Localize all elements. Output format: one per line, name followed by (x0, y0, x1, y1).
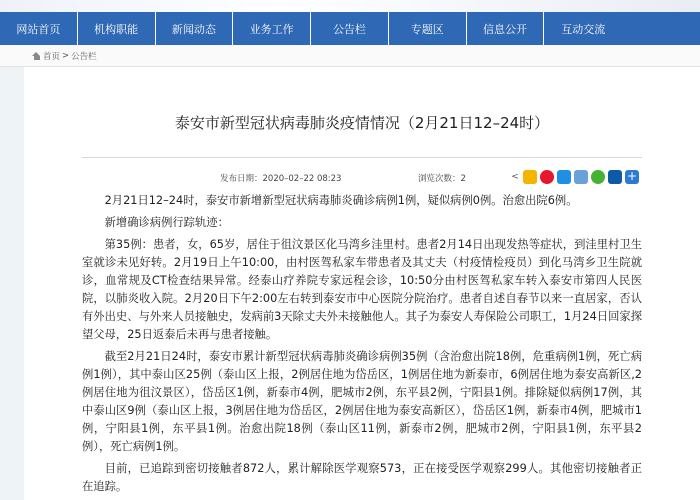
article-panel (62, 88, 662, 500)
wechat-icon[interactable] (591, 170, 605, 184)
main-nav (0, 12, 700, 45)
renren-icon[interactable] (608, 170, 622, 184)
nav-item-functions[interactable]: 机构职能 (78, 12, 156, 45)
paragraph-cumulative: 截至2月21日24时，泰安市累计新型冠状病毒肺炎确诊病例35例（含治愈出院18例，危重病例1例，死亡病例1例），其中泰山区25例（泰山区上报，2例居住地为岱岳区，1例居住地为新泰市，6例居住地为泰安高新区,2例居住地为徂汶景区），岱岳区1例，新泰市4例，肥城市2例，东平县2例，宁阳县1例。排除疑似病例17例，其中泰山区9例（泰山区上报，3例居住地为岱岳区，2例居住地为泰安高新区），岱岳区1例，新泰市4例，肥城市1例，宁阳县1例，东平县1例。治愈出院18例（泰山区11例，新泰市2例，肥城市2例，宁阳县1例，东平县2例），死亡病例1例。 (82, 350, 642, 453)
title-divider (82, 157, 642, 158)
article-meta (62, 168, 662, 188)
nav-item-disclosure[interactable]: 信息公开 (467, 12, 545, 45)
article-title: 泰安市新型冠状病毒肺炎疫情情况（2月21日12–24时） (174, 114, 550, 132)
view-count: 浏览次数：2 (418, 174, 466, 184)
breadcrumb-home-link[interactable]: 首页 (43, 51, 61, 62)
share-lead-icon: < (511, 172, 519, 182)
nav-item-notices[interactable]: 公告栏 (311, 12, 389, 45)
nav-item-news[interactable]: 新闻动态 (156, 12, 234, 45)
nav-item-interaction[interactable]: 互动交流 (561, 22, 606, 36)
nav-item-topics[interactable]: 专题区 (389, 12, 467, 45)
qzone-icon[interactable] (523, 170, 537, 184)
qq-icon[interactable] (557, 170, 571, 184)
publish-date: 发布日期：2020–02–22 08:23 (220, 174, 342, 184)
top-banner-strip (0, 0, 700, 12)
breadcrumb (0, 45, 700, 67)
weibo-icon[interactable] (540, 170, 554, 184)
tencent-weibo-icon[interactable] (574, 170, 588, 184)
paragraph-summary: 2月21日12–24时，泰安市新增新型冠状病毒肺炎确诊病例1例，疑似病例0例。治愈出院6例。 (104, 194, 578, 207)
nav-item-work[interactable]: 业务工作 (233, 12, 311, 45)
breadcrumb-current[interactable]: 公告栏 (71, 51, 97, 62)
nav-item-home[interactable]: 网站首页 (0, 12, 78, 45)
home-icon (32, 52, 41, 60)
left-margin-panel (0, 67, 24, 500)
more-icon[interactable] (625, 170, 639, 184)
article-content (82, 192, 642, 500)
share-bar (510, 170, 639, 184)
paragraph-heading: 新增确诊病例行踪轨迹： (104, 216, 229, 229)
breadcrumb-separator: > (62, 50, 70, 61)
paragraph-contacts: 目前，已追踪到密切接触者872人，累计解除医学观察573，正在接受医学观察299人。其他密切接触者正在追踪。 (82, 462, 642, 493)
paragraph-case-35: 第35例：患者，女，65岁，居住于徂汶景区化马湾乡洼里村。患者2月14日出现发热等症状，到洼里村卫生室就诊未见好转。2月19日上午10:00，由村医驾私家车带患者及其丈夫（村疫情检疫员）到化马湾乡卫生院就诊，血常规及CT检查结果异常。经泰山疗养院专家远程会诊，10:50分由村医驾私家车转入泰安市第四人民医院，以肺炎收入院。2月20日下午2:00左右转到泰安市中心医院分院治疗。患者自述自春节以来一直居家，否认有外出史、与外来人员接触史，发病前3天除丈夫外未接触他人。其子为泰安人寿保险公司职工，1月24日回家探望父母，25日返泰后未再与患者接触。 (82, 238, 642, 341)
